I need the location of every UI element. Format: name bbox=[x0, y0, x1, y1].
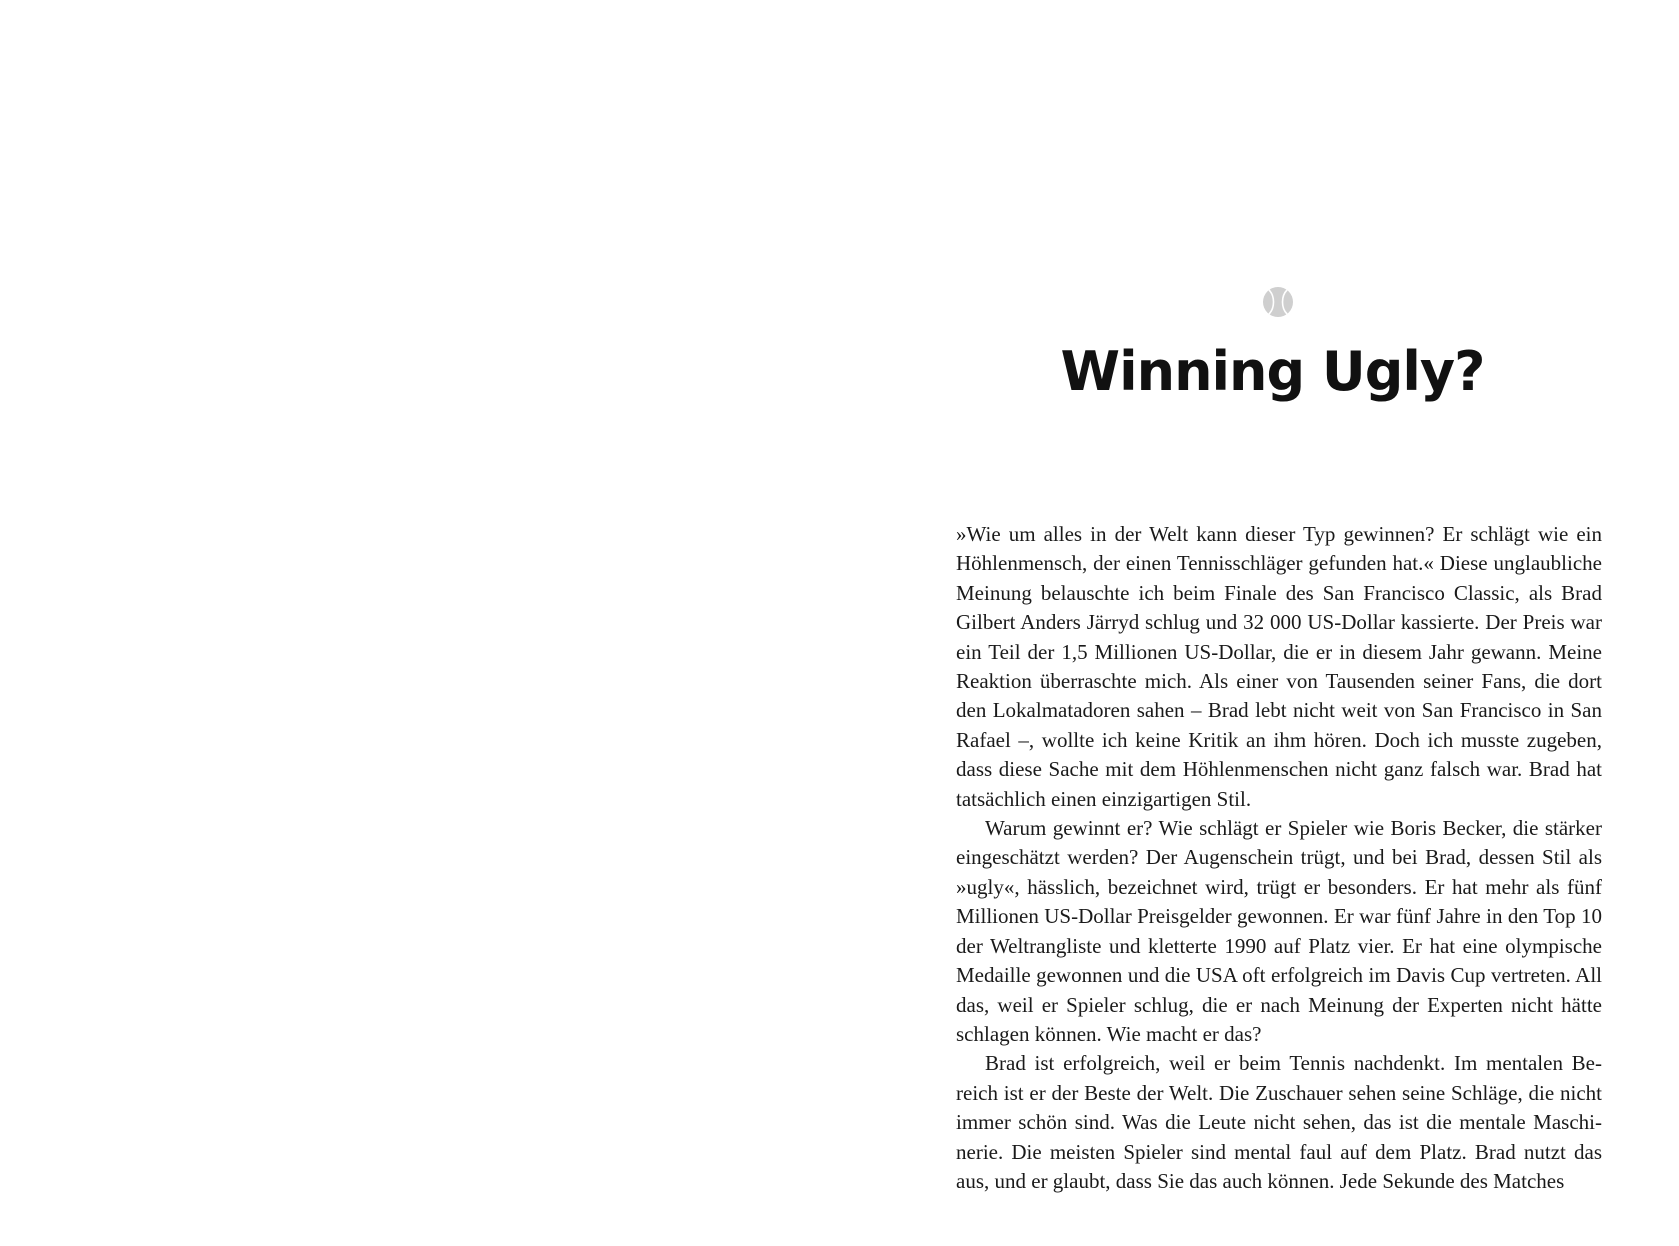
paragraph: »Wie um alles in der Welt kann dieser Typ gewinnen? Er schlägt wie ein Höhlenmensch, der einen Tennisschläger gefunden hat.« Diese unglaubliche Meinung belauschte ich beim Finale des San Francisco Classic, als Brad Gilbert Anders Järryd schlug und 32 000 US-Dollar kassierte. Der Preis war ein Teil der 1,5 Millionen US-Dollar, die er in diesem Jahr gewann. Meine Reaktion überraschte mich. Als einer von Tausenden seiner Fans, die dort den Lokalmatadoren sahen – Brad lebt nicht weit von San Francisco in San Rafael –, wollte ich keine Kritik an ihm hören. Doch ich musste zugeben, dass diese Sache mit dem Höhlenmenschen nicht ganz falsch war. Brad hat tatsächlich einen einzigartigen Stil. bbox=[956, 522, 1602, 811]
left-page bbox=[0, 0, 839, 1246]
paragraph: Brad ist erfolgreich, weil er beim Tennis nachdenkt. Im mentalen Bereich ist er der Beste der Welt. Die Zuschauer sehen seine Schläge, die nicht immer schön sind. Was die Leute nicht sehen, das ist die mentale Maschinerie. Die meisten Spieler sind mental faul auf dem Platz. Brad nutzt das aus, und er glaubt, dass Sie das auch können. Jede Sekunde des Matches bbox=[956, 1051, 1602, 1193]
body-text bbox=[956, 520, 1602, 1196]
paragraph: Warum gewinnt er? Wie schlägt er Spieler wie Boris Becker, die stärker eingeschätzt werden? Der Augenschein trügt, und bei Brad, dessen Stil als »ugly«, hässlich, bezeichnet wird, trügt er besonders. Er hat mehr als fünf Millionen US-Dollar Preisgelder gewonnen. Er war fünf Jahre in den Top 10 der Weltrangliste und kletterte 1990 auf Platz vier. Er hat eine olympische Medaille gewonnen und die USA oft erfolgreich im Davis Cup vertreten. All das, weil er Spieler schlug, die er nach Meinung der Experten nicht hätte schlagen können. Wie macht er das? bbox=[956, 816, 1602, 1046]
tennis-ball-icon bbox=[1262, 286, 1294, 318]
chapter-title: Winning Ugly? bbox=[1060, 340, 1485, 403]
